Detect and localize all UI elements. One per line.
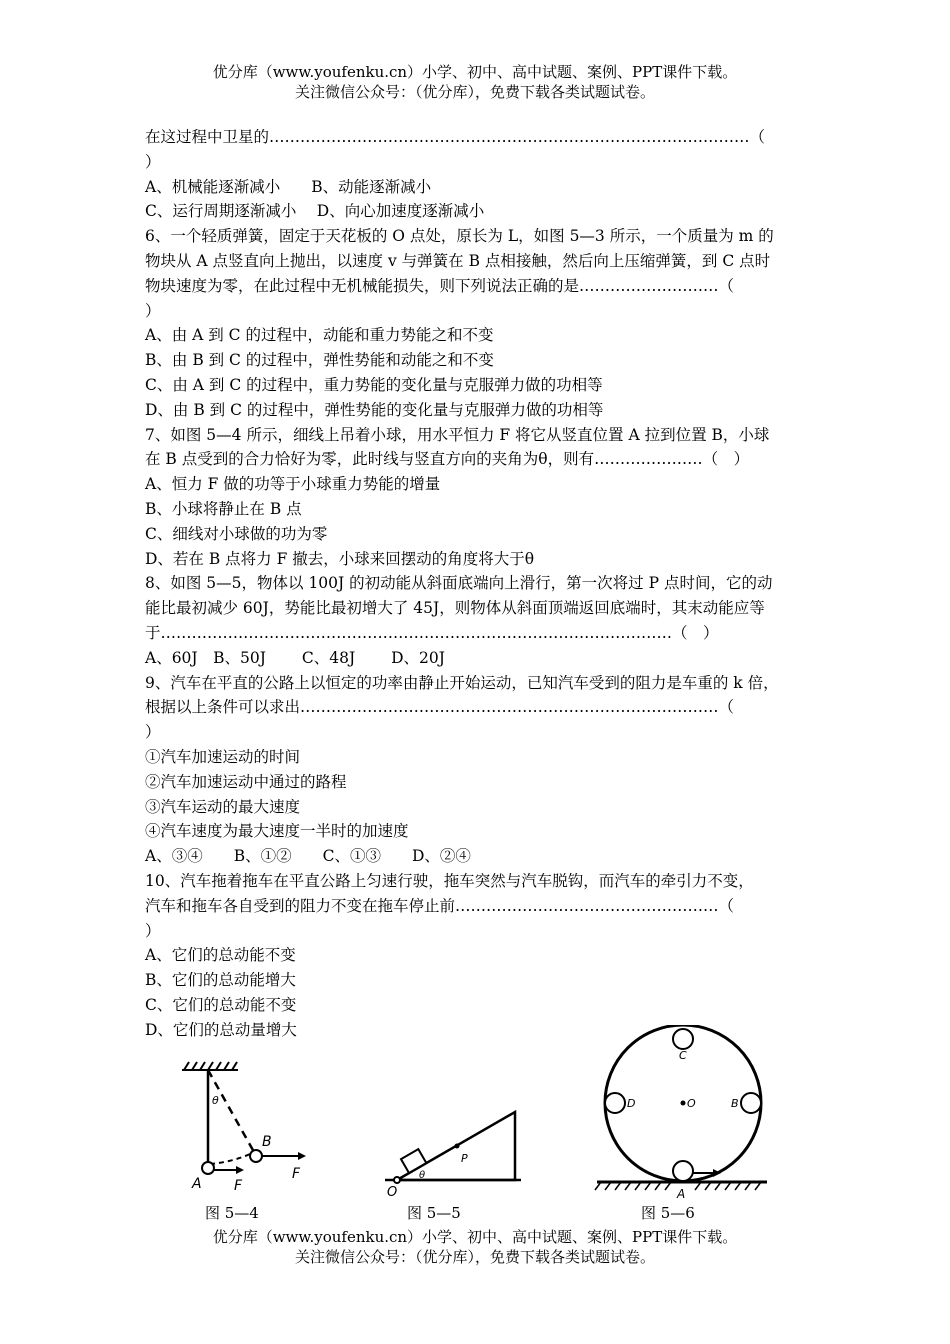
- text-line: 物块从 A 点竖直向上抛出，以速度 v 与弹簧在 B 点相接触，然后向上压缩弹簧，到 C 点时: [145, 251, 771, 270]
- text-line: ①汽车加速运动的时间: [145, 747, 301, 766]
- force-arrowhead-b: [298, 1152, 306, 1160]
- text-line: A、机械能逐渐减小 B、动能逐渐减小: [145, 177, 432, 196]
- ceiling-hatch: [182, 1062, 238, 1070]
- text-line: 6、一个轻质弹簧，固定于天花板的 O 点处，原长为 L，如图 5—3 所示，一个质量为 m 的: [145, 227, 774, 246]
- text-line: B、它们的总动能增大: [145, 971, 296, 990]
- label-f-a: F: [234, 1178, 243, 1194]
- footer-line-1: 优分库（www.youfenku.cn）小学、初中、高中试题、案例、PPT课件下载。: [212, 1228, 738, 1246]
- label-a: A: [677, 1187, 686, 1200]
- text-line: 汽车和拖车各自受到的阻力不变在拖车停止前……………………………………………（: [145, 896, 735, 915]
- caption-5-4: 图 5—4: [205, 1204, 259, 1222]
- ball-at-c: [673, 1029, 693, 1049]
- text-line: ）: [145, 301, 161, 320]
- label-p: P: [461, 1152, 468, 1165]
- text-line: D、由 B 到 C 的过程中，弹性势能的变化量与克服弹力做的功相等: [145, 400, 604, 419]
- label-a: A: [192, 1176, 202, 1192]
- text-line: C、细线对小球做的功为零: [145, 524, 328, 543]
- text-line: C、由 A 到 C 的过程中，重力势能的变化量与克服弹力做的功相等: [145, 375, 603, 394]
- caption-5-6: 图 5—6: [641, 1204, 695, 1222]
- page-footer: [0, 1227, 950, 1267]
- page-header: [0, 62, 950, 102]
- label-o: O: [387, 1185, 398, 1200]
- header-line-1: 优分库（www.youfenku.cn）小学、初中、高中试题、案例、PPT课件下载。: [212, 63, 738, 81]
- text-line: 8、如图 5—5，物体以 100J 的初动能从斜面底端向上滑行，第一次将过 P 点时间，它的动: [145, 574, 773, 593]
- text-line: 能比最初减少 60J，势能比最初增大了 45J，则物体从斜面顶端返回底端时，其末动能应等: [145, 599, 765, 618]
- label-d: D: [627, 1097, 636, 1110]
- text-line: A、由 A 到 C 的过程中，动能和重力势能之和不变: [145, 326, 494, 345]
- text-line: 于………………………………………………………………………………………（ ）: [145, 623, 719, 642]
- text-line: ）: [145, 723, 161, 742]
- text-line: ）: [145, 152, 161, 171]
- text-line: ③汽车运动的最大速度: [145, 797, 301, 816]
- text-line: C、运行周期逐渐减小 D、向心加速度逐渐减小: [145, 202, 485, 221]
- text-line: 物块速度为零，在此过程中无机械能损失，则下列说法正确的是………………………（: [145, 276, 735, 295]
- text-line: D、若在 B 点将力 F 撤去，小球来回摆动的角度将大于θ: [145, 549, 535, 568]
- theta-label: θ: [212, 1094, 219, 1107]
- ball-at-d: [605, 1093, 625, 1113]
- force-arrowhead-a: [236, 1166, 244, 1174]
- text-line: A、它们的总动能不变: [145, 946, 296, 965]
- text-line: 在 B 点受到的合力恰好为零，此时线与竖直方向的夹角为θ，则有…………………（ ）: [145, 450, 750, 469]
- text-line: A、恒力 F 做的功等于小球重力势能的增量: [145, 475, 441, 494]
- text-line: C、它们的总动能不变: [145, 995, 297, 1014]
- label-c: C: [679, 1049, 687, 1062]
- figure-5-4: [170, 1060, 310, 1200]
- footer-line-2: 关注微信公众号：（优分库），免费下载各类试题试卷。: [294, 1248, 655, 1266]
- text-line: 9、汽车在平直的公路上以恒定的功率由静止开始运动，已知汽车受到的阻力是车重的 k 倍，: [145, 673, 779, 692]
- text-line: 在这过程中卫星的…………………………………………………………………………………（: [145, 128, 766, 146]
- text-line: D、它们的总动量增大: [145, 1020, 297, 1039]
- question-text: [145, 125, 810, 1042]
- text-line: ）: [145, 921, 161, 940]
- displaced-string: [208, 1070, 254, 1152]
- ball-at-b: [250, 1150, 262, 1162]
- point-o: [394, 1177, 400, 1183]
- label-f-b: F: [292, 1166, 301, 1182]
- text-line: A、③④ B、①② C、①③ D、②④: [145, 847, 471, 866]
- swing-arc: [210, 1154, 250, 1164]
- label-b: B: [731, 1097, 739, 1110]
- theta-label: θ: [419, 1170, 426, 1181]
- text-line: ④汽车速度为最大速度一半时的加速度: [145, 822, 409, 841]
- text-line: A、60J B、50J C、48J D、20J: [145, 648, 445, 667]
- ball-at-a: [202, 1162, 214, 1174]
- text-line: B、由 B 到 C 的过程中，弹性势能和动能之和不变: [145, 351, 494, 370]
- point-p: [455, 1144, 460, 1149]
- figure-5-6: [585, 1025, 770, 1200]
- figures-row: [165, 1040, 785, 1225]
- caption-5-5: 图 5—5: [407, 1204, 461, 1222]
- text-line: 7、如图 5—4 所示，细线上吊着小球，用水平恒力 F 将它从竖直位置 A 拉到位置 B，小球: [145, 425, 770, 444]
- figure-5-5: [385, 1100, 525, 1200]
- label-o: O: [687, 1097, 696, 1110]
- ball-at-a: [673, 1161, 693, 1181]
- label-b: B: [262, 1134, 272, 1150]
- text-line: B、小球将静止在 B 点: [145, 499, 302, 518]
- center-point-o: [681, 1101, 686, 1106]
- text-line: 10、汽车拖着拖车在平直公路上匀速行驶，拖车突然与汽车脱钩，而汽车的牵引力不变，: [145, 871, 754, 890]
- text-line: 根据以上条件可以求出………………………………………………………………………（: [145, 698, 735, 717]
- header-line-2: 关注微信公众号：（优分库），免费下载各类试题试卷。: [294, 83, 655, 101]
- text-line: ②汽车加速运动中通过的路程: [145, 772, 347, 791]
- ball-at-b: [741, 1093, 761, 1113]
